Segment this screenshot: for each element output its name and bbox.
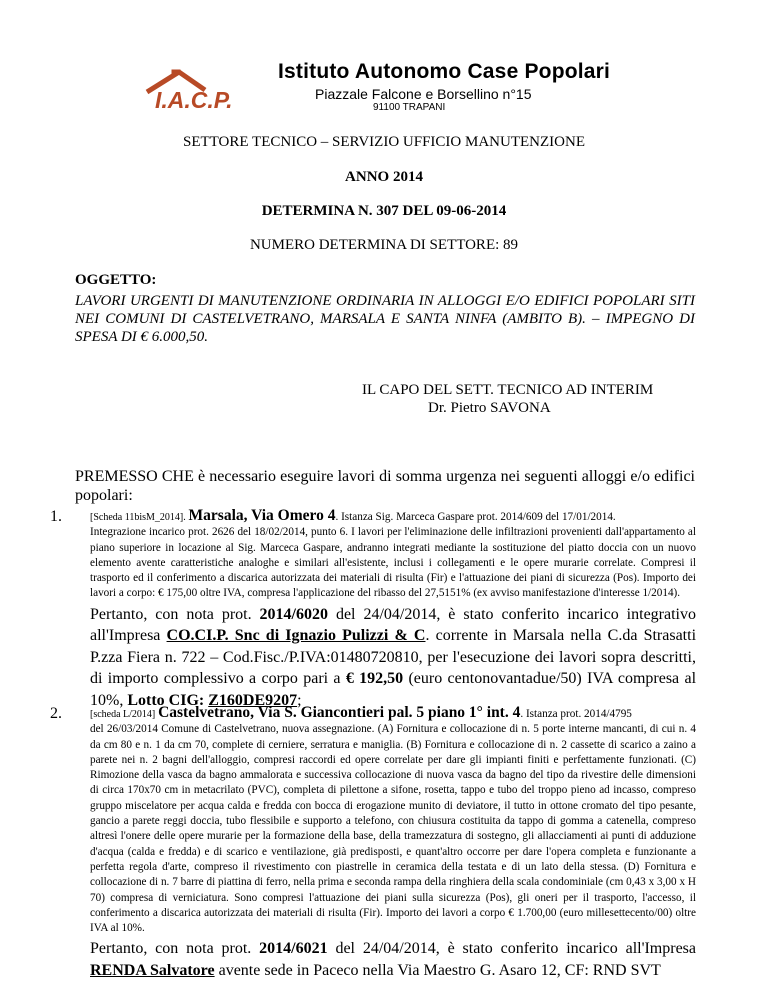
sector-heading: SETTORE TECNICO – SERVIZIO UFFICIO MANUTENZIONE (183, 134, 585, 150)
item-intro: . Istanza Sig. Marceca Gaspare prot. 2014/609 del 17/01/2014. (335, 511, 616, 523)
institute-address: Piazzale Falcone e Borsellino n°15 (315, 86, 532, 102)
item-body (90, 508, 696, 711)
logo-text: I.A.C.P. (155, 87, 233, 113)
oggetto-text: LAVORI URGENTI DI MANUTENZIONE ORDINARIA IN ALLOGGI E/O EDIFICI POPOLARI SITI NEI COMUNI DI CASTELVETRANO, MARSALA E SANTA NINFA (AMBITO B). – IMPEGNO DI SPESA DI € 6.000,50. (75, 293, 695, 345)
signer-role: IL CAPO DEL SETT. TECNICO AD INTERIM (362, 382, 654, 398)
item-assignment: Pertanto, con nota prot. 2014/6020 del 24/04/2014, è stato conferito incarico integrativo all'Impresa CO.CI.P. Snc di Ignazio Pulizzi & C. corrente in Marsala nella C.da Strasatti P.zza Fiera n. 722 – Cod.Fisc./P.IVA:01480720810, per l'esecuzione dei lavori sopra descritti, di importo complessivo a corpo pari a € 192,50 (euro centonovantadue/50) IVA compresa al 10%, Lotto CIG: Z160DE9207; (90, 605, 697, 709)
year-heading: ANNO 2014 (345, 169, 423, 185)
institute-name: Istituto Autonomo Case Popolari (278, 60, 611, 83)
sector-number-heading: NUMERO DETERMINA DI SETTORE: 89 (249, 237, 519, 253)
cig-label: Lotto CIG: (127, 691, 209, 709)
item-body (90, 705, 696, 981)
protocol-number: 2014/6021 (259, 940, 328, 958)
protocol-number: 2014/6020 (259, 605, 328, 623)
item-header (90, 508, 696, 525)
item-header (90, 705, 696, 722)
item-place: Marsala, Via Omero 4 (188, 507, 336, 524)
amount: € 192,50 (345, 670, 404, 688)
premesso-paragraph: PREMESSO CHE è necessario eseguire lavori di somma urgenza nei seguenti alloggi e/o edifici popolari: (75, 468, 695, 504)
item-description: Integrazione incarico prot. 2626 del 18/02/2014, punto 6. I lavori per l'eliminazione delle infiltrazioni provenienti dall'appartamento al piano superiore in locazione al Sig. Marceca Gaspare, andranno integrati mediante la sostituzione del piatto doccia con un nuovo elemento avente caratteristiche analoghe e similari all'esistente, inclusi i collegamenti e le opere murarie correlate. Compresi il trasporto ed il conferimento a discarica autorizzata dei materiali di risulta (Fir) e l'attuazione dei piani di sicurezza (Pos). Importo dei lavori a corpo: € 175,00 oltre IVA, compresa l'applicazione del ribasso del 27,5151% (ex avviso manifestazione d'interesse 1/2014). (90, 526, 696, 600)
item-intro: . Istanza prot. 2014/4795 (520, 708, 632, 720)
item-number: 1. (50, 508, 62, 525)
iacp-logo (143, 68, 271, 114)
item-scheda: [Scheda 11bisM_2014]. (90, 512, 186, 523)
item-description: del 26/03/2014 Comune di Castelvetrano, nuova assegnazione. (A) Fornitura e collocazione di n. 5 porte interne mancanti, di cui n. 4 da cm 80 e n. 1 da cm 70, complete di cerniere, serratura e maniglia. (B) Fornitura e collocazione di n. 2 cassette di scarico a zaino a parete nei n. 2 bagni dell'alloggio, compresi raccordi ed opere correlate per dare gli impianti finiti e perfettamente funzionati. (C) Rimozione della vasca da bagno ammalorata e successiva collocazione di nuova vasca da bagno del tipo da rivestire delle dimensioni di circa 170x70 cm in metacrilato (PVC), completa di pilettone a sifone, rosetta, tappo e tubo del troppo pieno ad incasso, compreso gruppo miscelatore per acqua calda e fredda con bocca di erogazione munito di deviatore, il tutto in ottone cromato del tipo pesante, gancio a parete reggi doccia, tubo flessibile e supporto a telefono, con chiusura costituita da tappo di gomma a catenella, compreso altresì l'onere delle opere murarie per la formazione della base, della tramezzatura di sostegno, gli allacciamenti ai punti di adduzione d'acqua (calda e fredda) e di scarico e ventilazione, già predisposti, e quant'altro occorre per dare l'opera completa e funzionante a perfetta regola d'arte, compreso il rivestimento con piastrelle in ceramica della testata e di un lato della stessa. (D) Fornitura e collocazione di n. 7 barre di piattina di ferro, nella prima e seconda rampa della ringhiera della scala condominiale (cm 0,43 x 3,00 x H 70) compresa di verniciatura. Sono compresi l'attuazione dei piani sulla sicurezza (Pos), gli oneri per il trasporto, l'accesso, il conferimento a discarica autorizzata dei materiali di risulta (Fir). Importo dei lavori a corpo € 1.700,00 (euro millesettecento/00) oltre IVA al 10%. (90, 723, 696, 935)
company-name: CO.CI.P. Snc di Ignazio Pulizzi & C (166, 627, 426, 645)
item-scheda: [scheda L/2014] (90, 709, 156, 720)
institute-city: 91100 TRAPANI (373, 102, 446, 113)
company-name: RENDA Salvatore (90, 961, 215, 979)
determina-heading: DETERMINA N. 307 DEL 09-06-2014 (261, 203, 507, 219)
item-assignment: Pertanto, con nota prot. 2014/6021 del 24/04/2014, è stato conferito incarico all'Impresa RENDA Salvatore avente sede in Paceco nella Via Maestro G. Asaro 12, CF: RND SVT (90, 940, 697, 979)
item-number: 2. (50, 705, 62, 722)
cig-code: Z160DE9207 (208, 691, 298, 709)
signer-name: Dr. Pietro SAVONA (428, 400, 551, 416)
item-place: Castelvetrano, Via S. Giancontieri pal. 5 piano 1° int. 4 (158, 704, 521, 721)
oggetto-label: OGGETTO: (75, 272, 157, 288)
